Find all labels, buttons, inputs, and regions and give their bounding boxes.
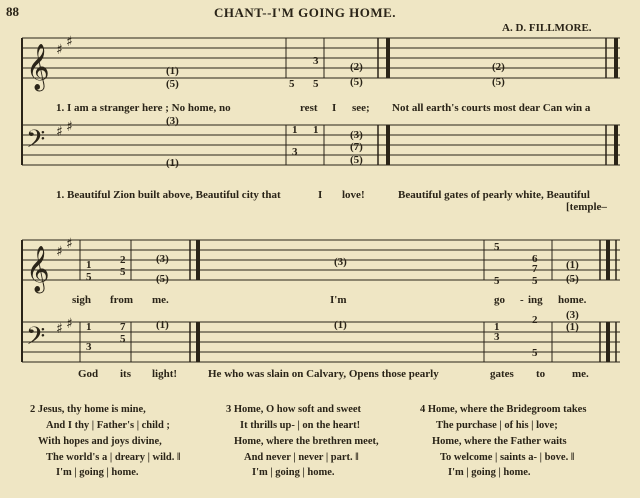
note: 7: [532, 263, 538, 275]
note: (1): [566, 259, 579, 271]
lyric-word: gates: [490, 368, 514, 380]
lyric-continuation: [temple–: [566, 201, 607, 213]
lyric-word: I'm: [330, 294, 347, 306]
note: (3): [350, 129, 363, 141]
hymn-title: CHANT--I'M GOING HOME.: [214, 5, 397, 20]
note: (1): [334, 319, 347, 331]
lyric-word: sigh: [72, 294, 91, 306]
note: 1: [313, 124, 319, 136]
bass-clef-icon: 𝄢: [26, 322, 46, 357]
lyric-word: -: [520, 294, 524, 306]
lyric-word: its: [120, 368, 131, 380]
lyric-line: Not all earth's courts most dear Can win a: [392, 102, 591, 114]
note: 6: [532, 253, 538, 265]
staff-4-bass: [22, 322, 620, 362]
lyric-line: 1. Beautiful Zion built above, Beautiful city that: [56, 189, 281, 201]
note: 5: [120, 266, 126, 278]
lyric-word: see;: [352, 102, 370, 114]
verse-line: Home, where the Father waits: [432, 436, 567, 447]
staff-3-treble: [22, 240, 620, 280]
verse-line: 2 Jesus, thy home is mine,: [30, 404, 146, 415]
lyric-word: home.: [558, 294, 587, 306]
sharp-icon: ♯: [56, 42, 63, 58]
note: (3): [166, 115, 179, 127]
note: 5: [532, 275, 538, 287]
note: (5): [350, 76, 363, 88]
note: (5): [166, 78, 179, 90]
verse-line: Home, where the brethren meet,: [234, 436, 379, 447]
sharp-icon: ♯: [56, 124, 63, 140]
verse-line: 4 Home, where the Bridegroom takes: [420, 404, 587, 415]
note: 7: [120, 321, 126, 333]
verse-line: And never | never | part. ‖: [244, 452, 359, 463]
verse-line: I'm | going | home.: [56, 467, 139, 478]
note: (3): [334, 256, 347, 268]
note: 3: [86, 341, 92, 353]
verse-line: I'm | going | home.: [448, 467, 531, 478]
treble-clef-icon: 𝄞: [26, 44, 50, 90]
note: 1: [86, 259, 92, 271]
lyric-line: He who was slain on Calvary, Opens those pearly: [208, 368, 439, 380]
bass-clef-icon: 𝄢: [26, 125, 46, 160]
verse-line: The world's a | dreary | wild. ‖: [46, 452, 181, 463]
note: 5: [86, 271, 92, 283]
note: 5: [120, 333, 126, 345]
note: 2: [532, 314, 538, 326]
note: 3: [292, 146, 298, 158]
verse-line: To welcome | saints a- | bove. ‖: [440, 452, 575, 463]
lyric-line: 1. I am a stranger here ; No home, no: [56, 102, 231, 114]
note: (2): [492, 61, 505, 73]
note: 5: [494, 275, 500, 287]
lyric-word: me.: [152, 294, 169, 306]
sharp-icon: ♯: [56, 321, 63, 337]
verse-line: 3 Home, O how soft and sweet: [226, 404, 362, 415]
lyric-word: go: [494, 294, 505, 306]
verse-line: I'm | going | home.: [252, 467, 335, 478]
staff-1-treble: [22, 38, 620, 78]
note: 1: [292, 124, 298, 136]
note: 3: [494, 331, 500, 343]
note: (5): [350, 154, 363, 166]
lyric-word: I: [332, 102, 337, 114]
note: 3: [313, 55, 319, 67]
treble-clef-icon: 𝄞: [26, 246, 50, 292]
lyric-word: me.: [572, 368, 589, 380]
lyric-word: God: [78, 368, 99, 380]
note: (5): [492, 76, 505, 88]
note: 5: [289, 78, 295, 90]
page-number: 88: [6, 4, 19, 19]
lyric-word: I: [318, 189, 323, 201]
note: 1: [86, 321, 92, 333]
sharp-icon: ♯: [66, 34, 73, 50]
lyric-word: to: [536, 368, 546, 380]
sharp-icon: ♯: [66, 119, 73, 135]
note: 1: [494, 321, 500, 333]
note: (5): [566, 273, 579, 285]
note: (1): [166, 65, 179, 77]
lyric-word: from: [110, 294, 134, 306]
lyric-word: light!: [152, 368, 178, 380]
note: (1): [566, 321, 579, 333]
note: (3): [156, 253, 169, 265]
sharp-icon: ♯: [66, 316, 73, 332]
verse-line: The purchase | of his | love;: [436, 420, 558, 431]
verse-line: With hopes and joys divine,: [38, 436, 162, 447]
composer-credit: A. D. FILLMORE.: [502, 22, 592, 34]
lyric-word: rest: [300, 102, 318, 114]
note: 2: [120, 254, 126, 266]
note: 5: [494, 241, 500, 253]
lyric-word: love!: [342, 189, 365, 201]
note: 5: [532, 347, 538, 359]
note: (1): [156, 319, 169, 331]
lyric-line: Beautiful gates of pearly white, Beautiful: [398, 189, 590, 201]
staff-2-bass: [22, 125, 620, 165]
sharp-icon: ♯: [66, 236, 73, 252]
note: (2): [350, 61, 363, 73]
lyric-word: ing: [528, 294, 543, 306]
sharp-icon: ♯: [56, 244, 63, 260]
note: (3): [566, 309, 579, 321]
verse-line: It thrills up- | on the heart!: [240, 420, 361, 431]
verse-line: And I thy | Father's | child ;: [46, 420, 170, 431]
note: (5): [156, 273, 169, 285]
note: 5: [313, 78, 319, 90]
note: (7): [350, 141, 363, 153]
note: (1): [166, 157, 179, 169]
